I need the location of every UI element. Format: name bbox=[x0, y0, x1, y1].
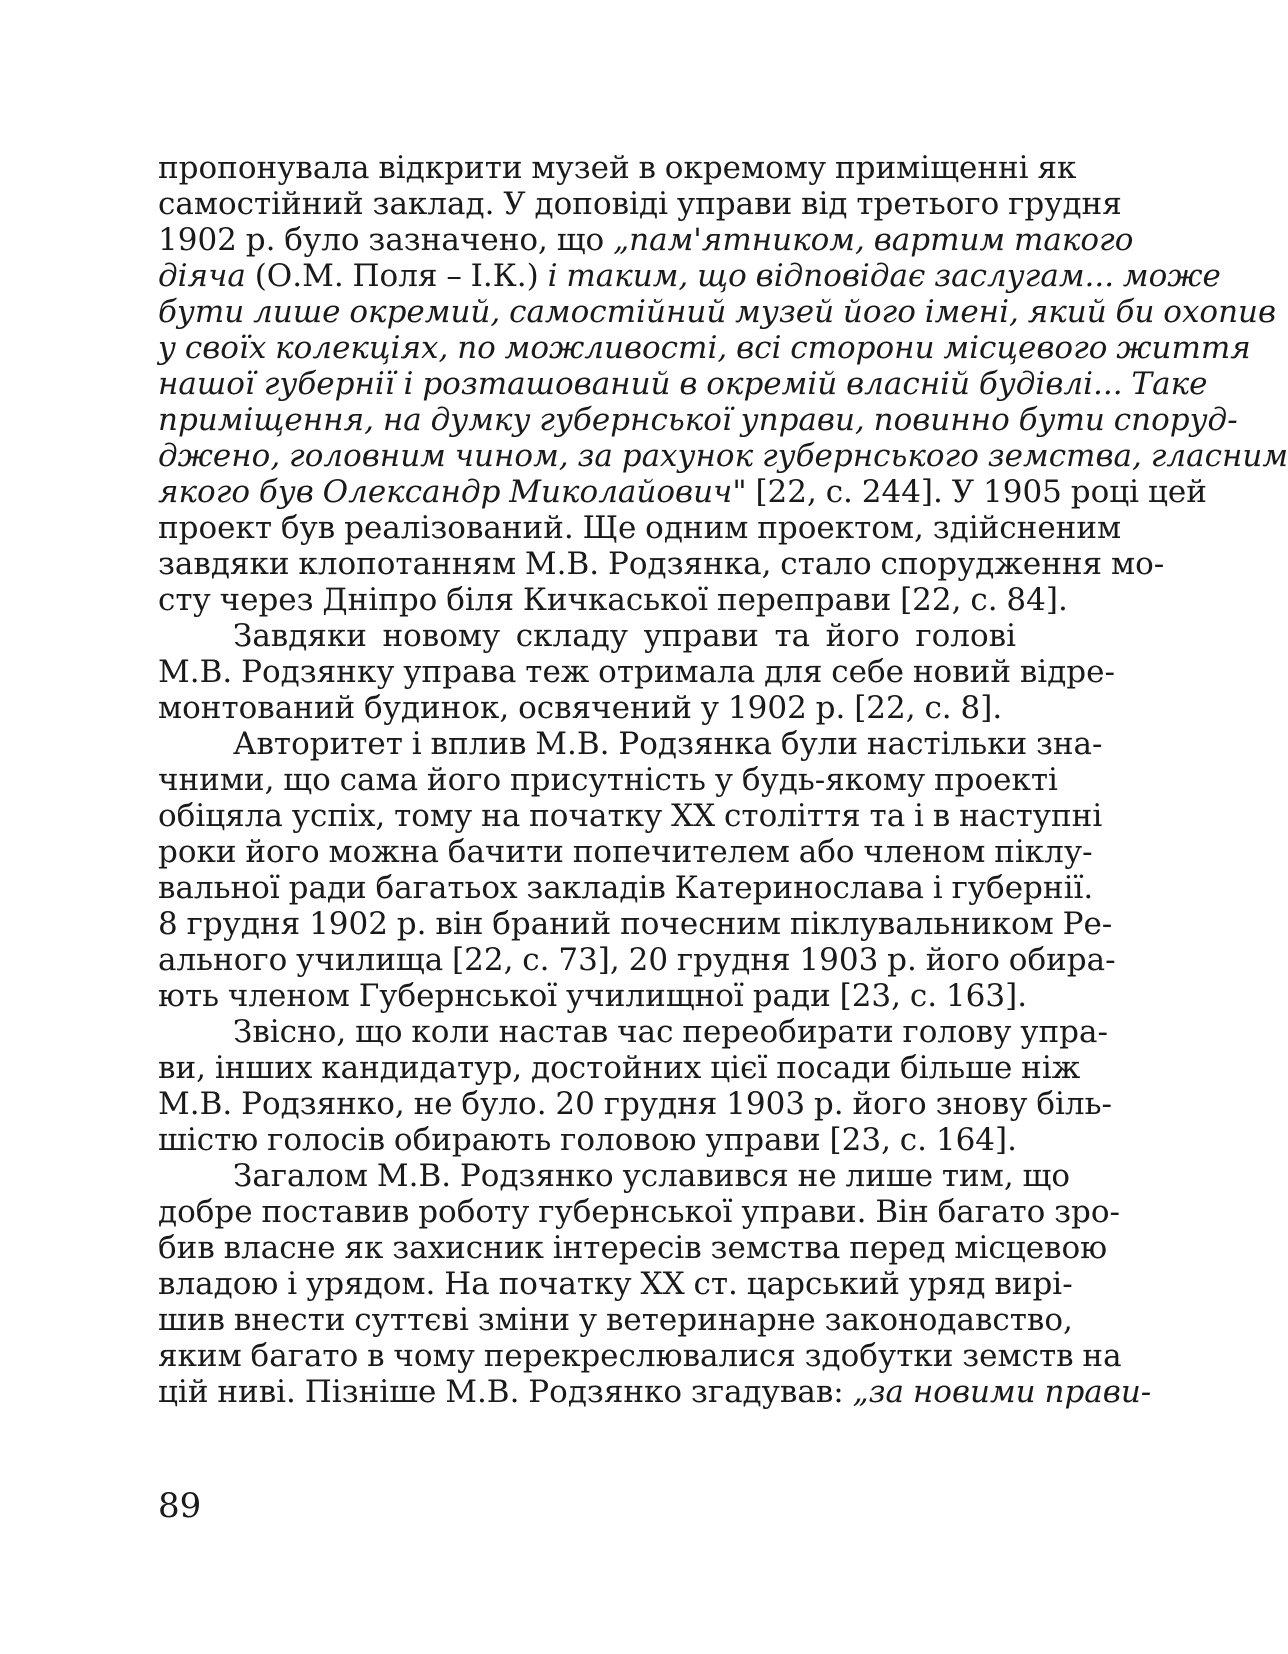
text-segment: завдяки клопотанням М.В. Родзянка, стало спорудження мо- bbox=[158, 546, 1165, 582]
text-segment: 8 грудня 1902 р. він браний почесним піклувальником Ре- bbox=[158, 906, 1113, 942]
text-segment: сту через Дніпро біля Кичкаської переправи [22, с. 84]. bbox=[158, 582, 1068, 618]
text-segment: обіцяла успіх, тому на початку ХХ століття та і в наступні bbox=[158, 798, 1103, 834]
text-segment: ють членом Губернської училищної ради [23, с. 163]. bbox=[158, 978, 1028, 1014]
italic-quote-segment: і таким, що відповідає заслугам... може bbox=[547, 258, 1221, 294]
text-line bbox=[158, 942, 1116, 978]
text-segment: [22, с. 244]. У 1905 році цей bbox=[746, 474, 1207, 510]
text-segment: монтований будинок, освячений у 1902 р. [22, с. 8]. bbox=[158, 690, 1003, 726]
text-segment: шив внести суттєві зміни у ветеринарне законодавство, bbox=[158, 1302, 1073, 1338]
text-segment: бив власне як захисник інтересів земства перед місцевою bbox=[158, 1230, 1108, 1266]
text-segment: М.В. Родзянко, не було. 20 грудня 1903 р. його знову біль- bbox=[158, 1086, 1112, 1122]
text-segment: Загалом М.В. Родзянко уславився не лише тим, що bbox=[233, 1158, 1071, 1194]
text-segment: владою і урядом. На початку ХХ ст. царський уряд вирі- bbox=[158, 1266, 1073, 1302]
text-segment: проект був реалізований. Ще одним проектом, здійсненим bbox=[158, 510, 1122, 546]
text-line bbox=[158, 726, 1103, 762]
italic-quote-segment: якого був Олександр Миколайович" bbox=[158, 474, 747, 510]
text-line bbox=[158, 294, 1277, 330]
text-segment: Авторитет і вплив М.В. Родзянка були настільки зна- bbox=[233, 726, 1103, 762]
text-segment: 1902 р. було зазначено, що bbox=[158, 222, 614, 258]
text-segment: роки його можна бачити попечителем або членом піклу- bbox=[158, 834, 1093, 870]
text-line bbox=[158, 1302, 1073, 1338]
text-line bbox=[158, 258, 1221, 294]
paragraph bbox=[158, 618, 1115, 726]
text-line bbox=[158, 618, 1016, 654]
italic-quote-segment: „пам'ятником, вартим такого bbox=[613, 222, 1134, 258]
text-segment: цій ниві. Пізніше М.В. Родзянко згадував: bbox=[158, 1374, 853, 1410]
text-line bbox=[158, 582, 1068, 618]
text-line bbox=[158, 330, 1251, 366]
text-segment: ального училища [22, с. 73], 20 грудня 1903 р. його обира- bbox=[158, 942, 1116, 978]
text-line bbox=[158, 1158, 1071, 1194]
page-body bbox=[158, 150, 1288, 1410]
italic-quote-segment: приміщення, на думку губернської управи, повинно бути споруд- bbox=[158, 402, 1238, 438]
text-segment: Звісно, що коли настав час переобирати голову упра- bbox=[233, 1014, 1108, 1050]
text-line bbox=[158, 654, 1115, 690]
text-line bbox=[158, 1230, 1108, 1266]
italic-quote-segment: джено, головним чином, за рахунок губернського земства, гласним bbox=[158, 438, 1288, 474]
text-line bbox=[158, 474, 1207, 510]
text-line bbox=[158, 438, 1288, 474]
text-segment: вальної ради багатьох закладів Катеринослава і губернії. bbox=[158, 870, 1094, 906]
text-line bbox=[158, 546, 1165, 582]
text-segment: Завдяки новому складу управи та його голові bbox=[233, 618, 1016, 654]
page-number: 89 bbox=[158, 1486, 202, 1526]
paragraph bbox=[158, 1014, 1112, 1158]
text-line bbox=[158, 402, 1238, 438]
italic-quote-segment: діяча bbox=[158, 258, 246, 294]
text-line bbox=[158, 222, 1134, 258]
text-line bbox=[158, 690, 1016, 726]
text-line bbox=[158, 870, 1094, 906]
text-line bbox=[158, 978, 1028, 1014]
text-segment: яким багато в чому перекреслювалися здобутки земств на bbox=[158, 1338, 1122, 1374]
text-segment: ви, інших кандидатур, достойних цієї посади більше ніж bbox=[158, 1050, 1081, 1086]
text-line bbox=[158, 150, 1077, 186]
text-segment: (О.М. Поля – І.К.) bbox=[245, 258, 548, 294]
text-line bbox=[158, 1374, 1152, 1410]
text-segment: самостійний заклад. У доповіді управи від третього грудня bbox=[158, 186, 1122, 222]
text-segment: пропонувала відкрити музей в окремому приміщенні як bbox=[158, 150, 1077, 186]
text-line bbox=[158, 186, 1122, 222]
text-line bbox=[158, 762, 1058, 798]
text-line bbox=[158, 1266, 1073, 1302]
paragraph bbox=[158, 1158, 1152, 1410]
text-segment: добре поставив роботу губернської управи. Він багато зро- bbox=[158, 1194, 1121, 1230]
paragraph bbox=[158, 726, 1116, 1014]
text-segment: чними, що сама його присутність у будь-якому проекті bbox=[158, 762, 1058, 798]
text-line bbox=[158, 1194, 1121, 1230]
text-line bbox=[158, 1014, 1108, 1050]
text-segment: М.В. Родзянку управа теж отримала для себе новий відре- bbox=[158, 654, 1115, 690]
italic-quote-segment: „за новими прави- bbox=[852, 1374, 1152, 1410]
paragraph bbox=[158, 150, 1288, 618]
italic-quote-segment: нашої губернії і розташований в окремій власній будівлі... Таке bbox=[158, 366, 1208, 402]
text-line bbox=[158, 834, 1093, 870]
text-line bbox=[158, 1122, 1016, 1158]
text-line bbox=[158, 1086, 1112, 1122]
text-line bbox=[158, 366, 1208, 402]
text-line bbox=[158, 906, 1113, 942]
italic-quote-segment: бути лише окремий, самостійний музей його імені, який би охопив bbox=[158, 294, 1277, 330]
text-line bbox=[158, 1050, 1081, 1086]
text-line bbox=[158, 798, 1103, 834]
text-line bbox=[158, 1338, 1122, 1374]
text-line bbox=[158, 510, 1122, 546]
text-segment: шістю голосів обирають головою управи [23, с. 164]. bbox=[158, 1122, 1017, 1158]
italic-quote-segment: у своїх колекціях, по можливості, всі сторони місцевого життя bbox=[158, 330, 1251, 366]
